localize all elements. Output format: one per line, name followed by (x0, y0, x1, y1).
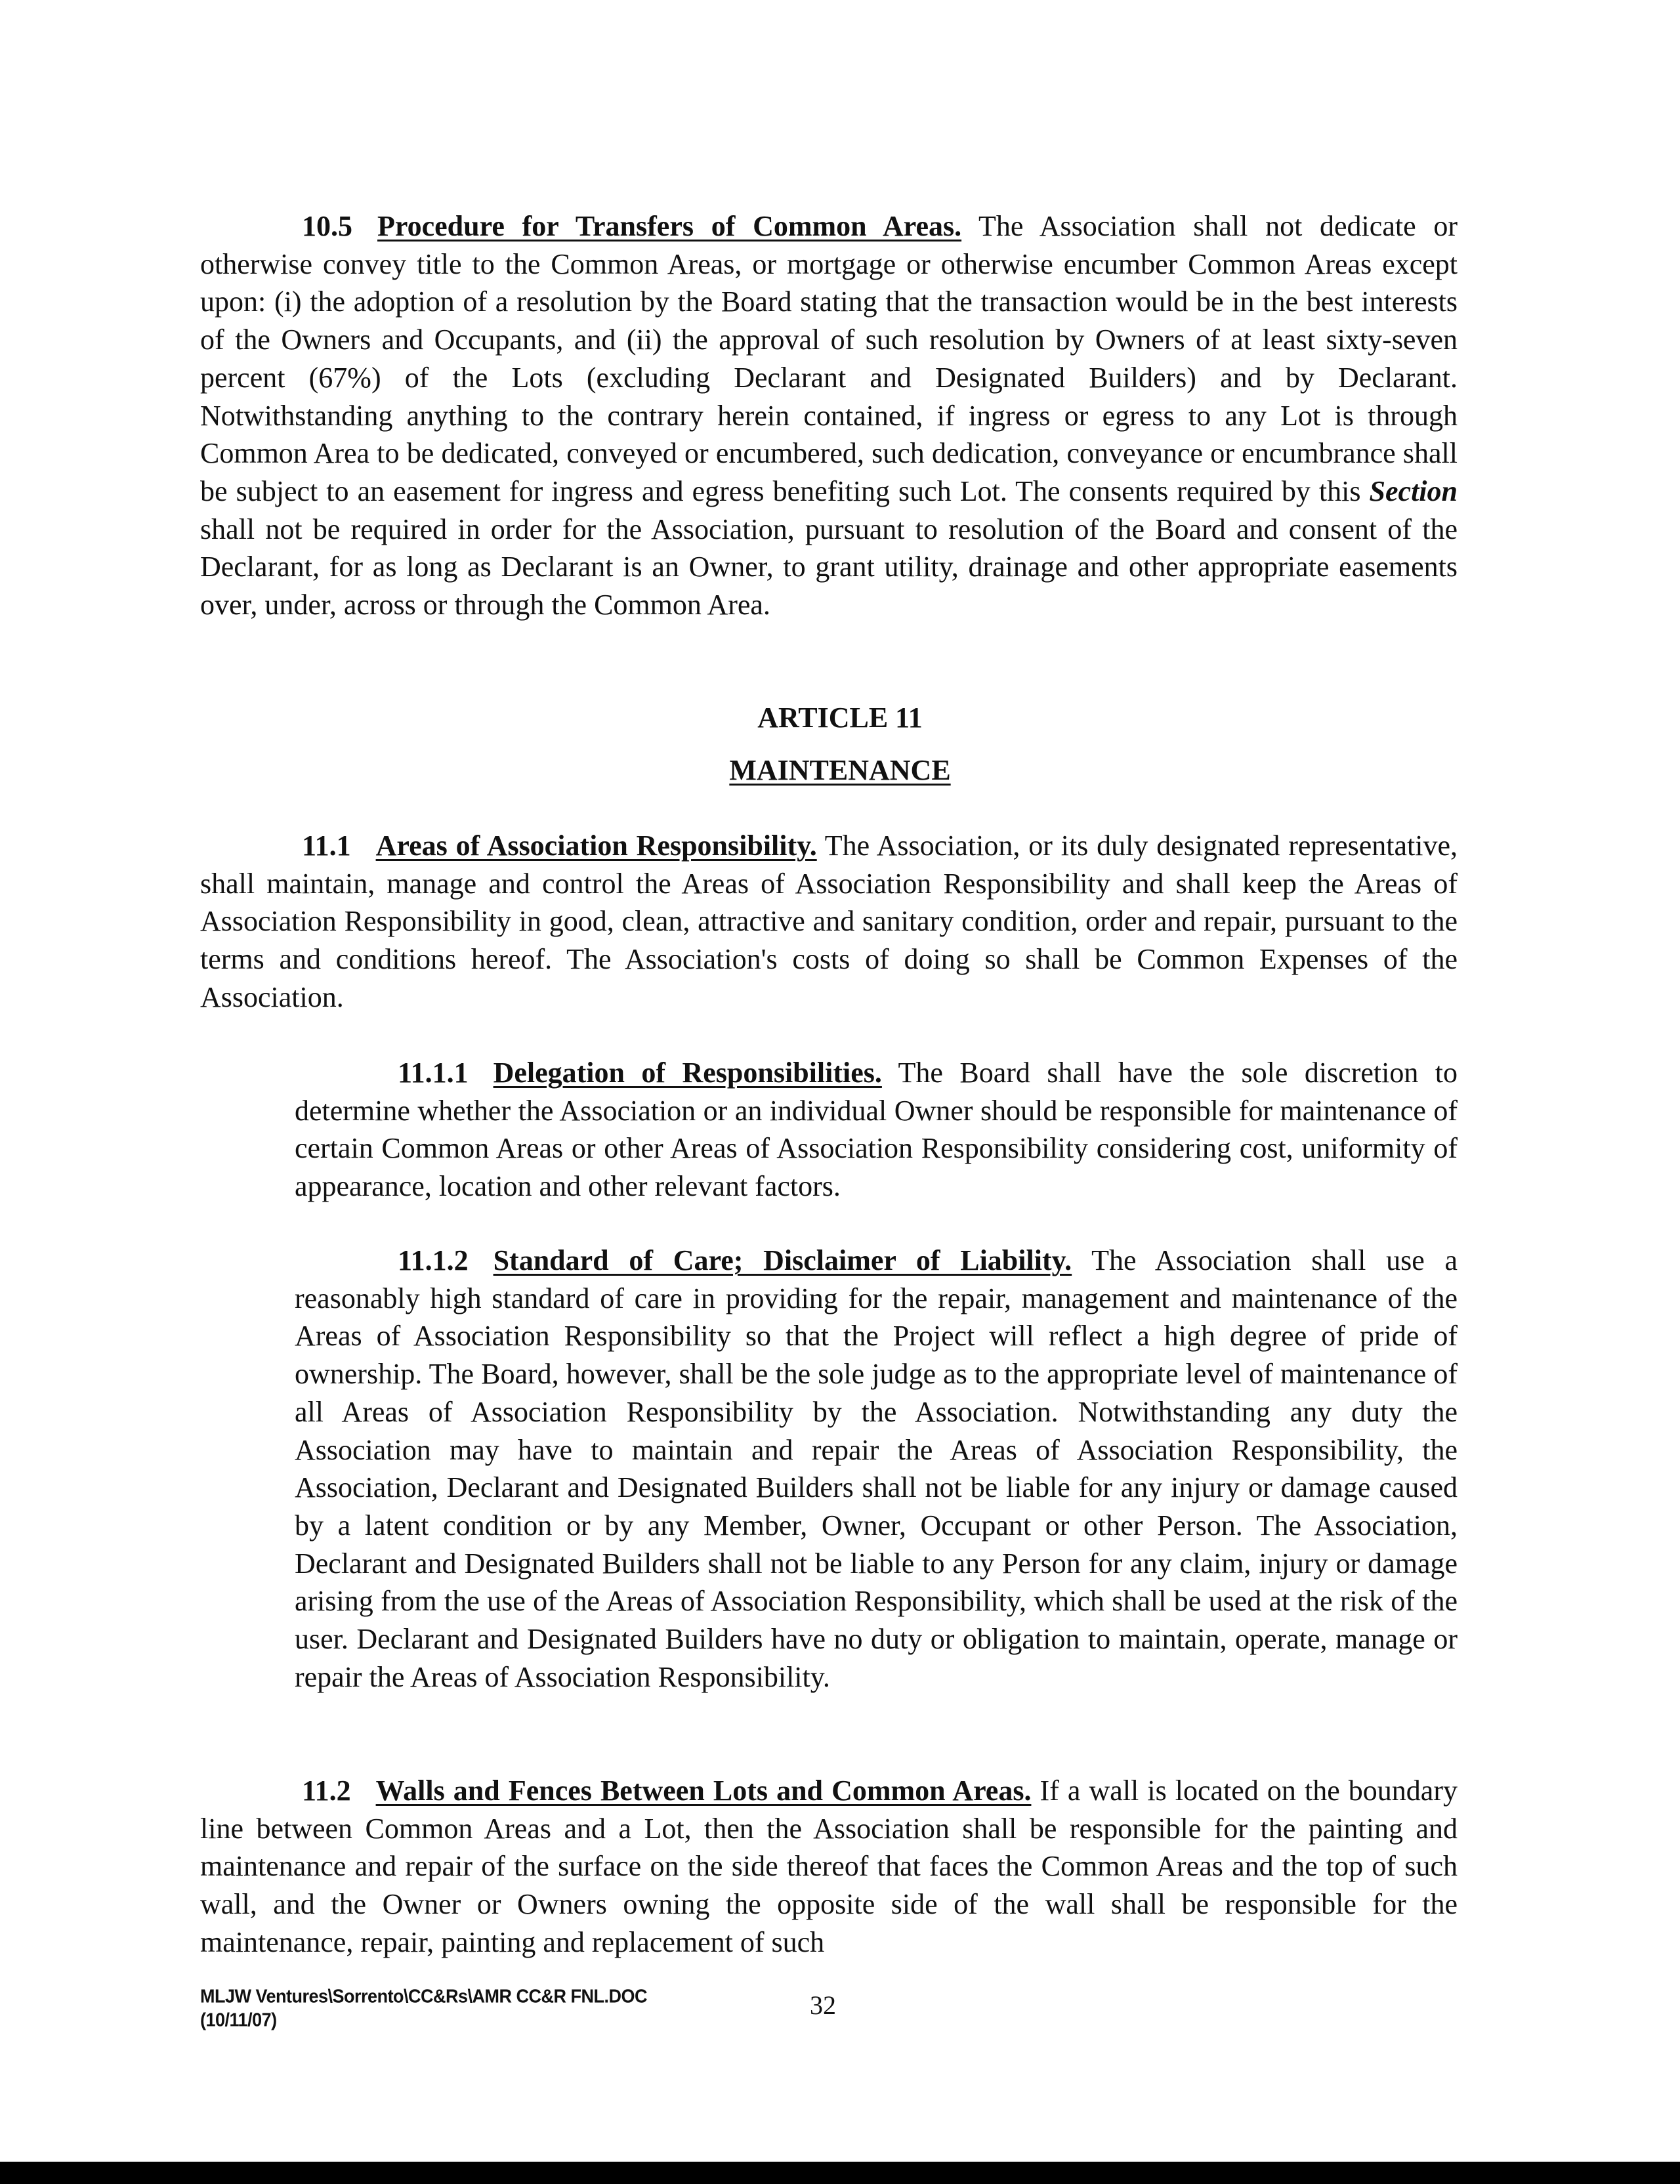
section-title: Standard of Care; Disclaimer of Liability. (493, 1244, 1072, 1276)
section-number: 11.1.1 (398, 1057, 469, 1089)
section-10-5 (200, 207, 1458, 624)
footer-file-path: MLJW Ventures\Sorrento\CC&Rs\AMR CC&R FNL.DOC (200, 1986, 648, 2007)
section-emphasis: Section (1369, 474, 1458, 507)
section-body: The Association shall use a reasonably high standard of care in providing for the repair, management and maintenance of the Areas of Association Responsibility so that the Project will reflect a high degree of pride of ownership. The Board, however, shall be the sole judge as to the appropriate level of maintenance of all Areas of Association Responsibility by the Association. Notwithstanding any duty the Association may have to maintain and repair the Areas of Association Responsibility, the Association, Declarant and Designated Builders shall not be liable for any injury or damage caused by a latent condition or by any Member, Owner, Occupant or other Person. The Association, Declarant and Designated Builders shall not be liable to any Person for any claim, injury or damage arising from the use of the Areas of Association Responsibility, which shall be used at the risk of the user. Declarant and Designated Builders have no duty or obligation to maintain, operate, manage or repair the Areas of Association Responsibility. (295, 1244, 1458, 1693)
section-title: Procedure for Transfers of Common Areas. (377, 210, 962, 242)
section-11-1 (200, 827, 1458, 1017)
footer-date: (10/11/07) (200, 2009, 277, 2030)
scan-border-bar (0, 2162, 1680, 2184)
article-title-heading: MAINTENANCE (729, 754, 951, 786)
section-title: Delegation of Responsibilities. (493, 1057, 882, 1089)
section-number: 11.2 (302, 1774, 351, 1807)
section-number: 11.1.2 (398, 1244, 469, 1276)
section-body-continued: shall not be required in order for the Association, pursuant to resolution of the Board and consent of the Declarant, for as long as Declarant is an Owner, to grant utility, drainage and other appropriate easements over, under, across or through the Common Area. (200, 513, 1458, 621)
section-11-1-2 (295, 1242, 1458, 1696)
section-11-1-1 (295, 1054, 1458, 1206)
section-body: If a wall is located on the boundary line between Common Areas and a Lot, then the Association shall be responsible for the painting and maintenance and repair of the surface on the side thereof that faces the Common Areas and the top of such wall, and the Owner or Owners owning the opposite side of the wall shall be responsible for the maintenance, repair, painting and replacement of such (200, 1774, 1458, 1958)
article-number-heading: ARTICLE 11 (757, 702, 923, 734)
section-number: 11.1 (302, 830, 351, 862)
section-11-2 (200, 1772, 1458, 1962)
footer-file-info (200, 1984, 647, 2031)
section-title: Walls and Fences Between Lots and Common Areas. (375, 1774, 1032, 1807)
page-number: 32 (810, 1990, 836, 2020)
section-body: The Association shall not dedicate or otherwise convey title to the Common Areas, or mortgage or otherwise encumber Common Areas except upon: (i) the adoption of a resolution by the Board stating that the transaction would be in the best interests of the Owners and Occupants, and (ii) the approval of such resolution by Owners of at least sixty-seven percent (67%) of the Lots (excluding Declarant and Designated Builders) and by Declarant. Notwithstanding anything to the contrary herein contained, if ingress or egress to any Lot is through Common Area to be dedicated, conveyed or encumbered, such dedication, conveyance or encumbrance shall be subject to an easement for ingress and egress benefiting such Lot. The consents required by this (200, 210, 1458, 507)
section-number: 10.5 (302, 210, 352, 242)
section-body: The Association, or its duly designated representative, shall maintain, manage and control the Areas of Association Responsibility and shall keep the Areas of Association Responsibility in good, clean, attractive and sanitary condition, order and repair, pursuant to the terms and conditions hereof. The Association's costs of doing so shall be Common Expenses of the Association. (200, 830, 1458, 1013)
section-title: Areas of Association Responsibility. (375, 830, 817, 862)
section-body: The Board shall have the sole discretion to determine whether the Association or an individual Owner should be responsible for maintenance of certain Common Areas or other Areas of Association Responsibility considering cost, uniformity of appearance, location and other relevant factors. (295, 1057, 1458, 1203)
